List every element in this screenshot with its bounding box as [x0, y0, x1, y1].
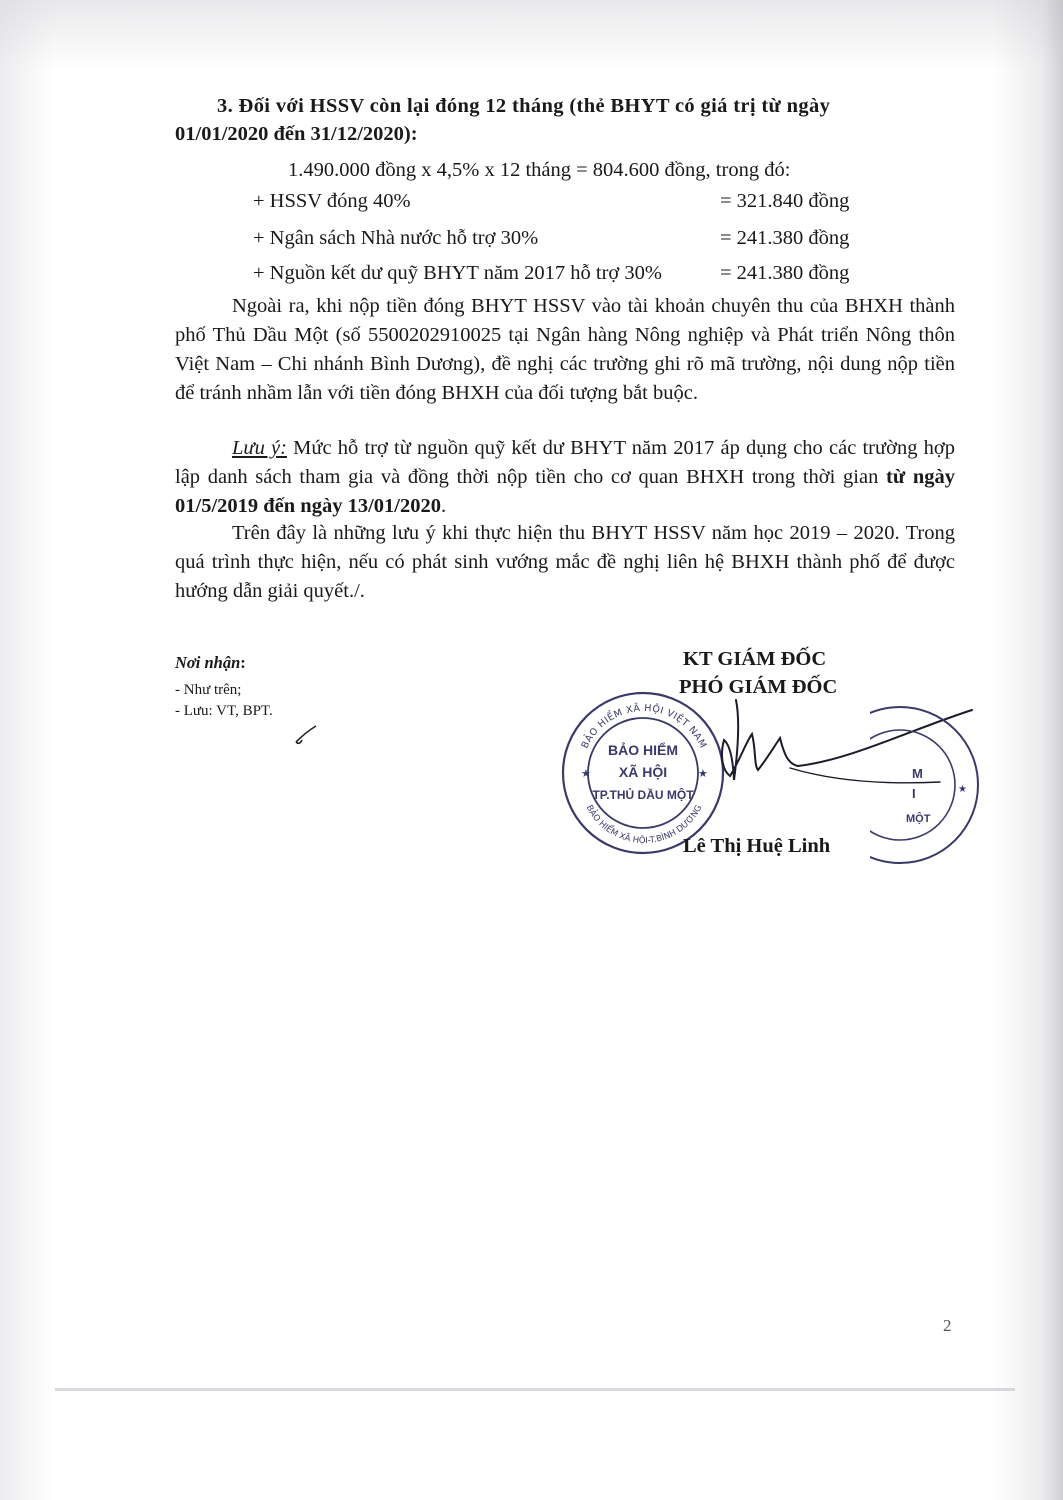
stamp-star-icon: ★	[581, 768, 591, 780]
page-number: 2	[943, 1316, 952, 1335]
recipients-title: Nơi nhận	[175, 653, 241, 672]
signer-name: Lê Thị Huệ Linh	[683, 835, 831, 857]
stamp-ring-top: BẢO HIỂM XÃ HỘI VIỆT NAM	[579, 702, 709, 751]
stamp-center-line2: XÃ HỘI	[618, 764, 668, 780]
note-bold-date: từ ngày 01/5/2019 đến ngày 13/01/2020	[175, 466, 956, 517]
row-hssv-amount: = 321.840 đồng	[720, 190, 850, 212]
svg-text:MỘT: MỘT	[906, 813, 931, 825]
svg-text:I: I	[912, 786, 916, 801]
row-budget-label: + Ngân sách Nhà nước hỗ trợ 30%	[253, 227, 539, 249]
signature-title-line2: PHÓ GIÁM ĐỐC	[679, 676, 838, 698]
row-fund-label: + Nguồn kết dư quỹ BHYT năm 2017 hỗ trợ 30%	[253, 262, 662, 284]
stamp-ring-bottom: BẢO HIỂM XÃ HỘI-T.BÌNH DƯƠNG	[583, 803, 705, 847]
stamp-star-icon: ★	[698, 768, 708, 780]
row-budget-amount: = 241.380 đồng	[720, 227, 850, 249]
recipient-item: - Lưu: VT, BPT.	[175, 703, 273, 719]
section3-heading-line2: 01/01/2020 đến 31/12/2020):	[175, 123, 418, 145]
note-end: .	[440, 495, 447, 517]
recipient-item: - Như trên;	[175, 682, 242, 698]
stamp-star-icon: ★	[958, 784, 967, 795]
partial-stamp	[870, 700, 980, 870]
note-text: Mức hỗ trợ từ nguồn quỹ kết dư BHYT năm 2017 áp dụng cho các trường hợp lập danh sách tham gia và đồng thời nộp tiền cho cơ quan BHXH trong thời gian	[175, 437, 955, 488]
stamp-center-line3: TP.THỦ DẦU MỘT	[592, 788, 694, 802]
paragraph-payment: Ngoài ra, khi nộp tiền đóng BHYT HSSV vào tài khoản chuyên thu của BHXH thành phố Thủ Dầu Một (số 5500202910025 tại Ngân hàng Nông nghiệp và Phát triển Nông thôn Việt Nam – Chi nhánh Bình Dương), đề nghị các trường ghi rõ mã trường, nội dung nộp tiền để tránh nhầm lẫn với tiền đóng BHXH của đối tượng bắt buộc.	[175, 295, 955, 404]
recipients-block	[175, 652, 273, 722]
approval-tick-mark	[292, 722, 322, 746]
stamp-center-line1: BẢO HIỂM	[608, 742, 678, 758]
svg-text:M: M	[912, 766, 923, 781]
note-label: Lưu ý:	[232, 437, 287, 459]
paragraph-note	[175, 434, 955, 521]
signature-title-line1: KT GIÁM ĐỐC	[683, 648, 827, 670]
row-hssv-label: + HSSV đóng 40%	[253, 190, 411, 212]
recipients-colon: :	[240, 653, 246, 672]
section3-heading-line1: 3. Đối với HSSV còn lại đóng 12 tháng (thẻ BHYT có giá trị từ ngày	[217, 95, 831, 117]
paragraph-closing: Trên đây là những lưu ý khi thực hiện thu BHYT HSSV năm học 2019 – 2020. Trong quá trình thực hiện, nếu có phát sinh vướng mắc đề nghị liên hệ BHXH thành phố để được hướng dẫn giải quyết./.	[175, 522, 955, 602]
section3-formula: 1.490.000 đồng x 4,5% x 12 tháng = 804.600 đồng, trong đó:	[288, 159, 791, 181]
row-fund-amount: = 241.380 đồng	[720, 262, 850, 284]
